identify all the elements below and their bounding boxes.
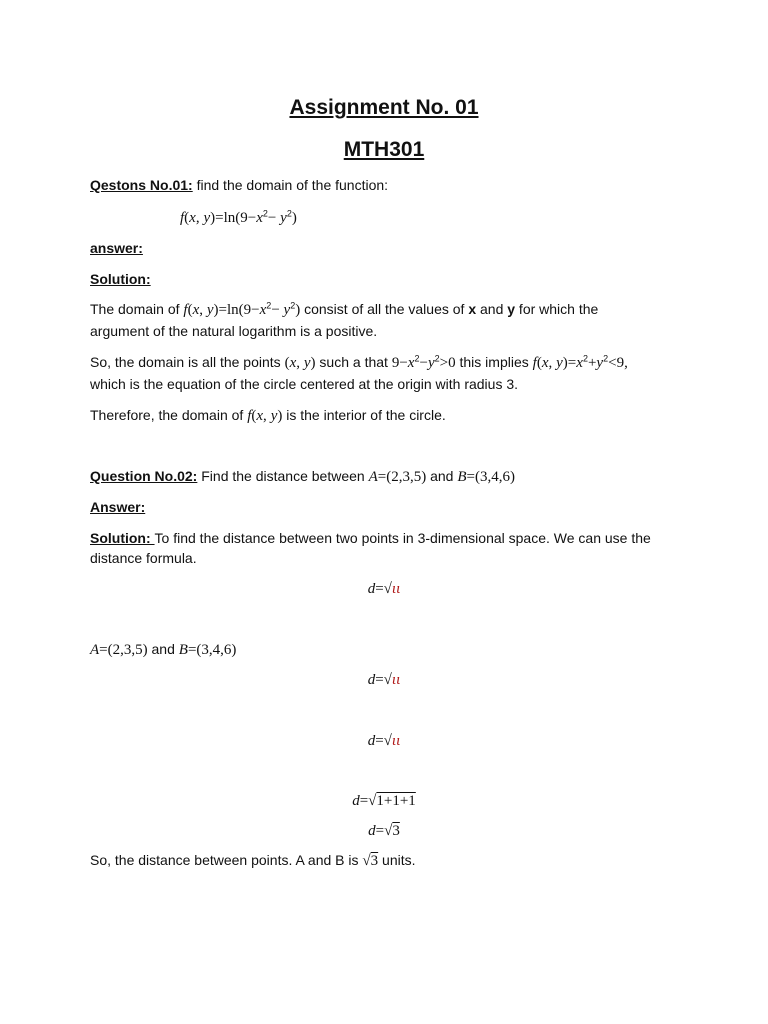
distance-step-3: d=√1+1+1	[352, 793, 416, 809]
distance-formula: d=√ιι	[367, 581, 401, 597]
distance-step-2: d=√ιι	[367, 733, 401, 749]
domain-paragraph-line-1: The domain of f(x, $y)=\ln(9-x^2- y^2)$ consist of all the values of x and y for which the	[90, 300, 599, 318]
points-paragraph-line-2: which is the equation of the circle centered at the origin with radius 3.	[90, 376, 519, 392]
solution-2-paragraph: Solution: To find the distance between two points in 3-dimensional space. We can use the distance formula.	[90, 530, 651, 566]
assignment-title: Assignment No. 01	[289, 96, 479, 119]
answer-label-2: Answer:	[90, 499, 146, 515]
question-1	[90, 175, 680, 195]
distance-step-1: d=√ιι	[367, 672, 401, 688]
question-1-label: Qestons No.01:	[90, 177, 193, 193]
solution-label-1: Solution:	[90, 271, 151, 287]
function-equation: f(x, $y)=\ln(9-x^2- y^2)$	[180, 208, 297, 226]
question-2-label: Question No.02:	[90, 468, 198, 484]
solution-label-2: Solution:	[90, 530, 155, 546]
course-code: MTH301	[343, 138, 425, 161]
distance-result: d=√3	[368, 823, 400, 839]
question-2: Question No.02: Find the distance between A=(2,3,5) and B=(3,4,6)	[90, 468, 515, 485]
points-paragraph-line-1: So, the domain is all the points (x, y) such a that $9-x^2-y^2>0$ this implies f(x, $y)=x^2+y^2<9$,	[90, 353, 628, 371]
conclusion: So, the distance between points. A and B is √3 units.	[90, 852, 416, 869]
given-points: A=(2,3,5) and B=(3,4,6)	[90, 641, 237, 658]
answer-label-1: answer:	[90, 240, 143, 256]
domain-paragraph-line-2: argument of the natural logarithm is a positive.	[90, 323, 378, 339]
interior-paragraph: Therefore, the domain of f(x, y) is the interior of the circle.	[90, 407, 446, 424]
question-1-text: find the domain of the function:	[192, 177, 389, 193]
